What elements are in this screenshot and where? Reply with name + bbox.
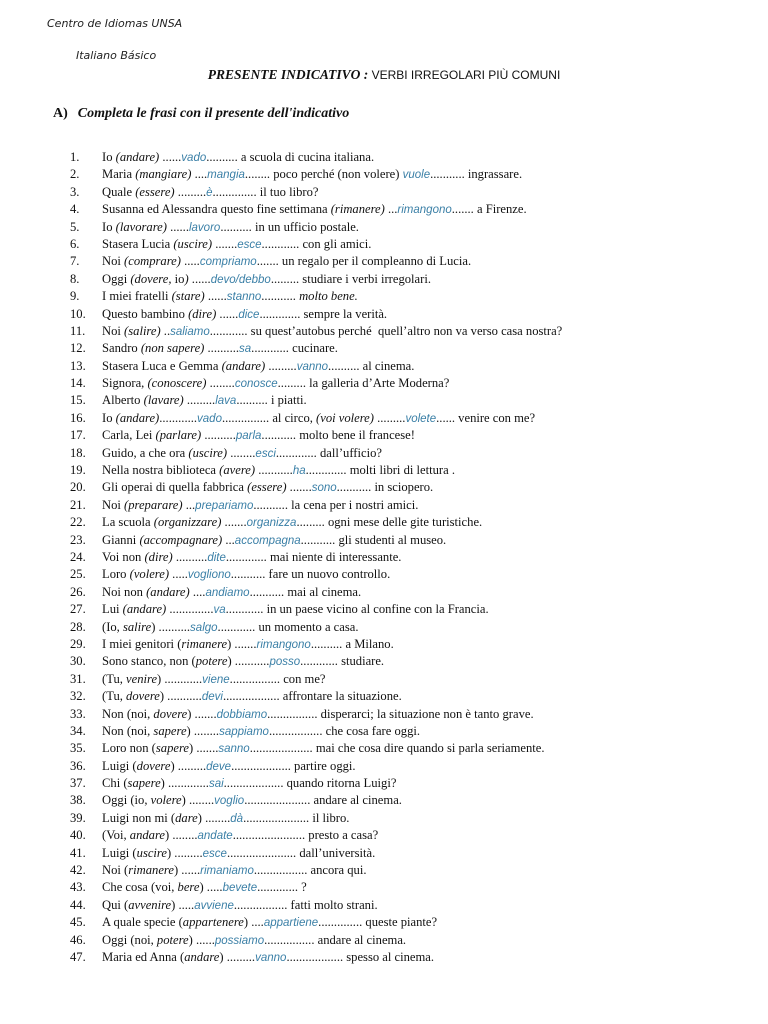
answer-text: viene bbox=[202, 673, 230, 686]
institution-name: Centro de Idiomas UNSA bbox=[47, 17, 183, 30]
exercise-item bbox=[0, 636, 768, 653]
exercise-number: 19. bbox=[70, 463, 86, 478]
answer-text: vuole bbox=[402, 169, 431, 182]
exercise-item bbox=[0, 723, 768, 740]
exercise-sentence: Luigi (dovere) .........deve................... partire oggi. bbox=[102, 758, 356, 773]
exercise-sentence: Noi (preparare) ...prepariamo........... la cena per i nostri amici. bbox=[102, 497, 419, 512]
exercise-sentence: Oggi (dovere, io) ......devo/debbo......... studiare i verbi irregolari. bbox=[102, 271, 431, 286]
exercise-item bbox=[0, 914, 768, 931]
exercise-item bbox=[0, 306, 768, 323]
exercise-sentence: Luigi (uscire) .........esce...................... dall’università. bbox=[102, 845, 376, 860]
exercise-number: 25. bbox=[70, 567, 86, 582]
exercise-number: 36. bbox=[70, 758, 86, 773]
answer-text: ha bbox=[292, 465, 306, 478]
exercise-sentence: Guido, a che ora (uscire) ........esci............. dall’ufficio? bbox=[102, 445, 382, 460]
exercise-number: 42. bbox=[70, 863, 86, 878]
exercise-item bbox=[0, 862, 768, 879]
exercise-list bbox=[0, 149, 768, 966]
answer-text: accompagna bbox=[234, 534, 301, 547]
exercise-item bbox=[0, 340, 768, 357]
exercise-number: 16. bbox=[70, 410, 86, 425]
exercise-number: 2. bbox=[70, 167, 80, 182]
answer-text: devo/debbo bbox=[210, 273, 271, 286]
answer-text: lava bbox=[215, 395, 237, 408]
exercise-sentence: La scuola (organizzare) .......organizza......... ogni mese delle gite turistiche. bbox=[102, 515, 483, 530]
exercise-sentence: Noi (comprare) .....compriamo....... un regalo per il compleanno di Lucia. bbox=[102, 254, 472, 269]
exercise-item bbox=[0, 601, 768, 618]
exercise-item bbox=[0, 845, 768, 862]
exercise-sentence: Noi non (andare) ....andiamo........... mai al cinema. bbox=[102, 584, 362, 599]
answer-text: rimaniamo bbox=[200, 865, 254, 878]
exercise-number: 33. bbox=[70, 706, 86, 721]
exercise-item bbox=[0, 236, 768, 253]
page-title bbox=[0, 67, 768, 83]
exercise-sentence: Alberto (lavare) .........lava.......... i piatti. bbox=[102, 393, 307, 408]
exercise-sentence: Quale (essere) .........è.............. il tuo libro? bbox=[102, 184, 319, 199]
exercise-number: 23. bbox=[70, 532, 86, 547]
answer-text: vado bbox=[197, 412, 222, 425]
exercise-number: 4. bbox=[70, 202, 80, 217]
exercise-sentence: Voi non (dire) ..........dite............. mai niente di interessante. bbox=[102, 549, 402, 564]
answer-text: appartiene bbox=[263, 917, 319, 930]
exercise-item bbox=[0, 566, 768, 583]
exercise-number: 45. bbox=[70, 915, 86, 930]
answer-text: mangia bbox=[207, 169, 245, 182]
exercise-item bbox=[0, 166, 768, 183]
exercise-number: 28. bbox=[70, 619, 86, 634]
exercise-item bbox=[0, 149, 768, 166]
exercise-number: 7. bbox=[70, 254, 80, 269]
exercise-sentence: Io (lavorare) ......lavoro.......... in un ufficio postale. bbox=[102, 219, 359, 234]
exercise-sentence: Chi (sapere) .............sai................... quando ritorna Luigi? bbox=[102, 776, 397, 791]
exercise-number: 46. bbox=[70, 932, 86, 947]
exercise-sentence: Io (andare)............vado............... al circo, (voi volere) .........volete...... venire con me? bbox=[102, 410, 536, 425]
answer-text: deve bbox=[206, 760, 232, 773]
exercise-number: 37. bbox=[70, 776, 86, 791]
answer-text: vanno bbox=[296, 360, 329, 373]
exercise-item bbox=[0, 532, 768, 549]
answer-text: dite bbox=[207, 551, 226, 564]
answer-text: dobbiamo bbox=[216, 708, 268, 721]
answer-text: conosce bbox=[234, 378, 278, 391]
exercise-sentence: Sandro (non sapere) ..........sa............ cucinare. bbox=[102, 341, 338, 356]
exercise-number: 5. bbox=[70, 219, 80, 234]
exercise-item bbox=[0, 740, 768, 757]
answer-text: volete bbox=[405, 412, 437, 425]
exercise-sentence: Signora, (conoscere) ........conosce......... la galleria d’Arte Moderna? bbox=[102, 376, 450, 391]
answer-text: rimangono bbox=[397, 204, 452, 217]
exercise-item bbox=[0, 792, 768, 809]
answer-text: sappiamo bbox=[219, 725, 269, 738]
exercise-sentence: Sono stanco, non (potere) ...........posso............ studiare. bbox=[102, 654, 385, 669]
answer-text: è bbox=[206, 186, 213, 199]
title-main: PRESENTE INDICATIVO : bbox=[207, 67, 369, 82]
exercise-number: 9. bbox=[70, 289, 80, 304]
answer-text: esce bbox=[237, 238, 262, 251]
exercise-sentence: Gianni (accompagnare) ...accompagna........... gli studenti al museo. bbox=[102, 532, 447, 547]
exercise-number: 12. bbox=[70, 341, 86, 356]
exercise-sentence: Questo bambino (dire) ......dice............. sempre la verità. bbox=[102, 306, 388, 321]
exercise-item bbox=[0, 253, 768, 270]
exercise-sentence: Luigi non mi (dare) ........dà..................... il libro. bbox=[102, 810, 350, 825]
exercise-item bbox=[0, 375, 768, 392]
exercise-item bbox=[0, 758, 768, 775]
section-instruction: Completa le frasi con il presente dell'indicativo bbox=[77, 106, 350, 121]
answer-text: voglio bbox=[214, 795, 245, 808]
exercise-number: 11. bbox=[70, 323, 86, 338]
answer-text: avviene bbox=[194, 899, 234, 912]
answer-text: vanno bbox=[255, 951, 287, 964]
exercise-number: 38. bbox=[70, 793, 86, 808]
exercise-sentence: (Tu, venire) ............viene................ con me? bbox=[102, 671, 326, 686]
answer-text: devi bbox=[201, 691, 223, 704]
answer-text: prepariamo bbox=[195, 499, 254, 512]
answer-text: esci bbox=[255, 447, 276, 460]
exercise-item bbox=[0, 479, 768, 496]
title-sub: VERBI IRREGOLARI PIÙ COMUNI bbox=[368, 68, 561, 82]
exercise-number: 32. bbox=[70, 689, 86, 704]
exercise-number: 1. bbox=[70, 150, 80, 164]
exercise-number: 3. bbox=[70, 184, 80, 199]
exercise-number: 30. bbox=[70, 654, 86, 669]
answer-text: organizza bbox=[246, 517, 297, 530]
exercise-sentence: Gli operai di quella fabbrica (essere) .......sono........... in sciopero. bbox=[102, 480, 434, 495]
exercise-sentence: Noi (rimanere) ......rimaniamo................. ancora qui. bbox=[102, 863, 367, 878]
exercise-item bbox=[0, 514, 768, 531]
exercise-sentence: Maria ed Anna (andare) .........vanno.................. spesso al cinema. bbox=[102, 949, 435, 964]
exercise-item bbox=[0, 584, 768, 601]
exercise-number: 18. bbox=[70, 445, 86, 460]
answer-text: dà bbox=[230, 812, 244, 825]
exercise-sentence: Qui (avvenire) .....avviene................. fatti molto strani. bbox=[102, 897, 378, 912]
exercise-sentence: A quale specie (appartenere) ....appartiene.............. queste piante? bbox=[102, 915, 438, 930]
answer-text: stanno bbox=[226, 291, 262, 304]
exercise-sentence: (Io, salire) ..........salgo............ un momento a casa. bbox=[102, 619, 359, 634]
exercise-item bbox=[0, 827, 768, 844]
exercise-item bbox=[0, 410, 768, 427]
answer-text: salgo bbox=[190, 621, 218, 634]
answer-text: parla bbox=[235, 430, 262, 443]
exercise-sentence: Loro non (sapere) .......sanno.................... mai che cosa dire quando si parla seriamente. bbox=[102, 741, 545, 756]
exercise-sentence: (Tu, dovere) ...........devi.................. affrontare la situazione. bbox=[102, 689, 402, 704]
exercise-sentence: Lui (andare) ..............va............ in un paese vicino al confine con la Francia. bbox=[102, 602, 489, 617]
answer-text: sai bbox=[208, 778, 224, 791]
exercise-item bbox=[0, 688, 768, 705]
exercise-number: 40. bbox=[70, 828, 86, 843]
exercise-item bbox=[0, 271, 768, 288]
answer-text: rimangono bbox=[256, 638, 311, 651]
exercise-item bbox=[0, 462, 768, 479]
exercise-item bbox=[0, 323, 768, 340]
exercise-sentence: Stasera Luca e Gemma (andare) .........vanno.......... al cinema. bbox=[102, 358, 415, 373]
exercise-sentence: Loro (volere) .....vogliono........... fare un nuovo controllo. bbox=[102, 567, 391, 582]
exercise-sentence: I miei fratelli (stare) ......stanno........... molto bene. bbox=[102, 289, 358, 304]
exercise-item bbox=[0, 445, 768, 462]
exercise-sentence: Nella nostra biblioteca (avere) ...........ha............. molti libri di lettura . bbox=[102, 463, 455, 478]
answer-text: va bbox=[213, 604, 226, 617]
exercise-item bbox=[0, 201, 768, 218]
exercise-item bbox=[0, 949, 768, 966]
exercise-number: 47. bbox=[70, 949, 86, 964]
answer-text: compriamo bbox=[199, 256, 257, 269]
answer-text: vado bbox=[181, 152, 207, 164]
exercise-number: 43. bbox=[70, 880, 86, 895]
exercise-item bbox=[0, 653, 768, 670]
exercise-number: 34. bbox=[70, 723, 86, 738]
exercise-number: 31. bbox=[70, 671, 86, 686]
answer-text: esce bbox=[202, 847, 227, 860]
exercise-number: 14. bbox=[70, 376, 86, 391]
exercise-number: 44. bbox=[70, 897, 86, 912]
exercise-sentence: Che cosa (voi, bere) .....bevete............. ? bbox=[102, 880, 307, 895]
exercise-number: 35. bbox=[70, 741, 86, 756]
exercise-item bbox=[0, 671, 768, 688]
exercise-number: 20. bbox=[70, 480, 86, 495]
exercise-item bbox=[0, 706, 768, 723]
exercise-item bbox=[0, 775, 768, 792]
answer-text: vogliono bbox=[187, 569, 231, 582]
exercise-item bbox=[0, 549, 768, 566]
exercise-sentence: Stasera Lucia (uscire) .......esce............ con gli amici. bbox=[102, 236, 372, 251]
exercise-number: 29. bbox=[70, 636, 86, 651]
exercise-number: 21. bbox=[70, 497, 86, 512]
exercise-item bbox=[0, 897, 768, 914]
exercise-item bbox=[0, 879, 768, 896]
exercise-number: 24. bbox=[70, 549, 86, 564]
exercise-sentence: Carla, Lei (parlare) ..........parla........... molto bene il francese! bbox=[102, 428, 415, 443]
exercise-number: 10. bbox=[70, 306, 86, 321]
answer-text: sono bbox=[311, 482, 337, 495]
exercise-item bbox=[0, 392, 768, 409]
exercise-number: 15. bbox=[70, 393, 86, 408]
exercise-item bbox=[0, 184, 768, 201]
course-name: Italiano Básico bbox=[76, 49, 157, 62]
answer-text: andiamo bbox=[205, 586, 250, 599]
answer-text: saliamo bbox=[170, 325, 210, 338]
exercise-sentence: Oggi (noi, potere) ......possiamo................ andare al cinema. bbox=[102, 932, 407, 947]
exercise-item bbox=[0, 932, 768, 949]
exercise-item bbox=[0, 619, 768, 636]
exercise-item bbox=[0, 288, 768, 305]
answer-text: bevete bbox=[222, 882, 258, 895]
answer-text: sanno bbox=[218, 743, 250, 756]
exercise-sentence: Io (andare) ......vado.......... a scuola di cucina italiana. bbox=[102, 150, 375, 164]
answer-text: sa bbox=[239, 343, 252, 356]
exercise-number: 39. bbox=[70, 810, 86, 825]
exercise-sentence: Non (noi, dovere) .......dobbiamo................ disperarci; la situazione non è tanto grave. bbox=[102, 706, 534, 721]
section-label: A) bbox=[53, 106, 68, 121]
exercise-sentence: Noi (salire) ..saliamo............ su quest’autobus perché quell’altro non va verso casa nostra? bbox=[102, 323, 563, 338]
exercise-number: 8. bbox=[70, 271, 80, 286]
exercise-number: 22. bbox=[70, 515, 86, 530]
exercise-sentence: Oggi (io, volere) ........voglio..................... andare al cinema. bbox=[102, 793, 402, 808]
answer-text: andate bbox=[197, 830, 233, 843]
exercise-sentence: Non (noi, sapere) ........sappiamo................. che cosa fare oggi. bbox=[102, 723, 421, 738]
answer-text: possiamo bbox=[214, 934, 265, 947]
answer-text: lavoro bbox=[188, 221, 221, 234]
answer-text: dice bbox=[238, 308, 260, 321]
answer-text: posso bbox=[269, 656, 301, 669]
exercise-item bbox=[0, 497, 768, 514]
exercise-sentence: (Voi, andare) ........andate....................... presto a casa? bbox=[102, 828, 379, 843]
exercise-item bbox=[0, 810, 768, 827]
exercise-number: 13. bbox=[70, 358, 86, 373]
exercise-sentence: Susanna ed Alessandra questo fine settimana (rimanere) ...rimangono....... a Firenze. bbox=[102, 202, 527, 217]
exercise-number: 27. bbox=[70, 602, 86, 617]
exercise-number: 26. bbox=[70, 584, 86, 599]
exercise-item bbox=[0, 358, 768, 375]
exercise-number: 17. bbox=[70, 428, 86, 443]
exercise-number: 6. bbox=[70, 236, 80, 251]
exercise-number: 41. bbox=[70, 845, 86, 860]
exercise-item bbox=[0, 219, 768, 236]
exercise-sentence: I miei genitori (rimanere) .......rimangono.......... a Milano. bbox=[102, 636, 394, 651]
section-heading bbox=[53, 106, 349, 122]
exercise-item bbox=[0, 427, 768, 444]
exercise-sentence: Maria (mangiare) ....mangia........ poco perché (non volere) vuole........... ingrassare. bbox=[102, 167, 523, 182]
